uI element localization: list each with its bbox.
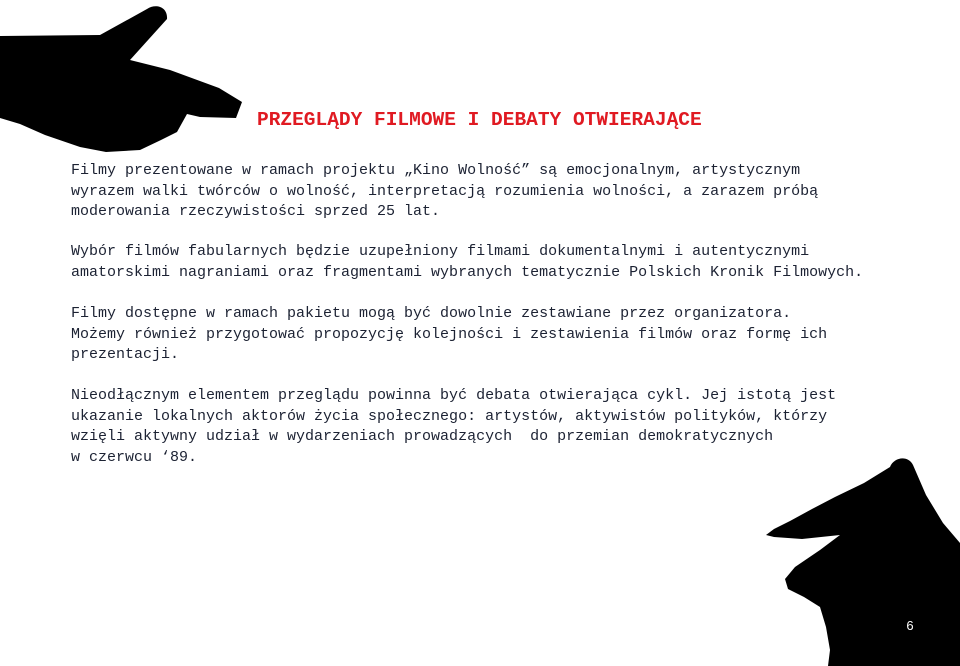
text-line: wzięli aktywny udział w wydarzeniach prowadzących do przemian demokratycznych: [71, 428, 774, 445]
text-line: wyrazem walki twórców o wolność, interpretacją rozumienia wolności, a zarazem próbą: [71, 182, 819, 200]
text-line: ukazanie lokalnych aktorów życia społecznego: artystów, aktywistów polityków, którzy: [71, 407, 828, 425]
pointing-hand-top-left-icon: [0, 0, 250, 160]
text-line: Filmy prezentowane w ramach projektu „Kino Wolność” są emocjonalnym, artystycznym: [71, 162, 801, 179]
paragraph-package: [71, 304, 827, 366]
text-line: Wybór filmów fabularnych będzie uzupełniony filmami dokumentalnymi i autentycznymi: [71, 243, 810, 260]
pointing-hand-bottom-right-icon: [760, 455, 960, 666]
paragraph-film-selection: [71, 242, 863, 283]
text-line: amatorskimi nagraniami oraz fragmentami wybranych tematycznie Polskich Kronik Filmowych.: [71, 263, 864, 281]
text-line: Nieodłącznym elementem przeglądu powinna być debata otwierająca cykl. Jej istotą jest: [71, 387, 837, 404]
text-line: prezentacji.: [71, 346, 180, 363]
page-title: PRZEGLĄDY FILMOWE I DEBATY OTWIERAJĄCE: [257, 109, 702, 131]
page-number: 6: [906, 618, 914, 633]
text-line: Możemy również przygotować propozycję kolejności i zestawienia filmów oraz formę ich: [71, 325, 828, 343]
paragraph-debate: [71, 386, 836, 468]
paragraph-intro: [71, 161, 818, 223]
text-line: moderowania rzeczywistości sprzed 25 lat.: [71, 203, 441, 220]
text-line: w czerwcu ‘89.: [71, 448, 198, 466]
text-line: Filmy dostępne w ramach pakietu mogą być dowolnie zestawiane przez organizatora.: [71, 305, 792, 322]
